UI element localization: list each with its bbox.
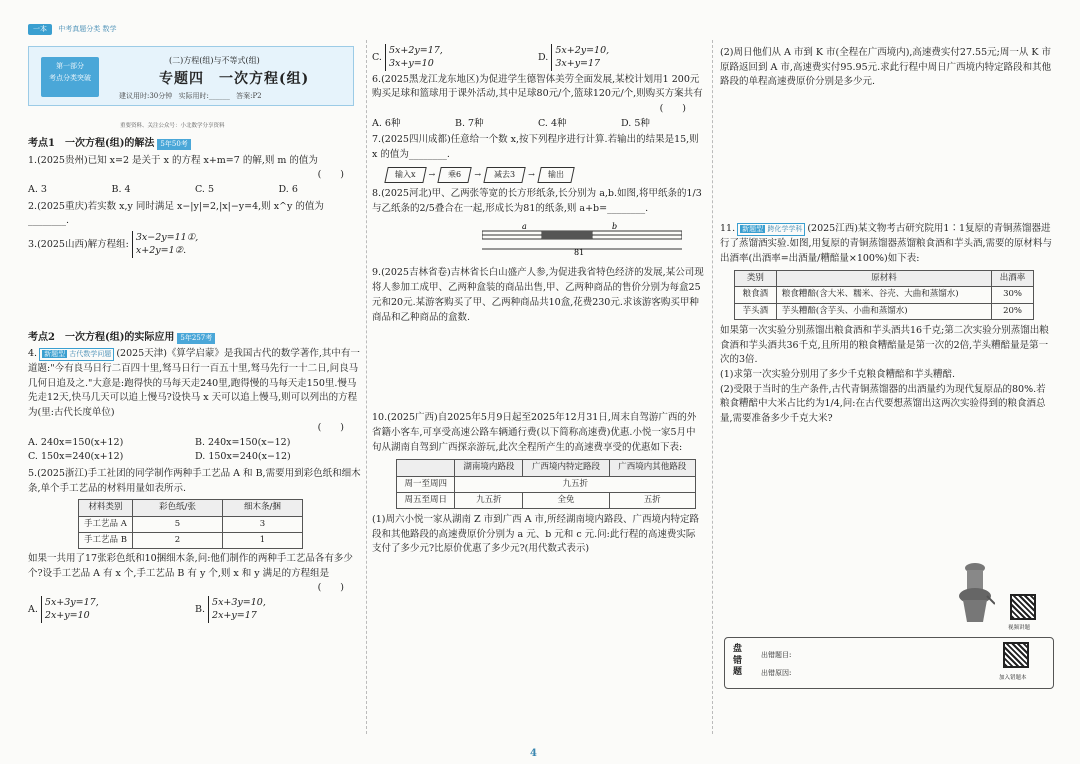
question-8 — [372, 187, 704, 264]
question-10 — [372, 411, 704, 557]
q4-number: 4. — [28, 348, 38, 360]
table-row — [397, 476, 696, 492]
table-cell: 九五折 — [455, 476, 696, 492]
q1-text: 1.(2025贵州)已知 x=2 是关于 x 的方程 x+m=7 的解,则 m 的值为 — [28, 154, 318, 166]
q4-tag — [39, 348, 114, 361]
eq: 5x+2y=17, — [388, 45, 443, 56]
table-row — [79, 532, 303, 548]
kp1-title: 考点1 一次方程(组)的解法 — [28, 138, 155, 149]
eq: 3x+y=17 — [555, 58, 601, 70]
option-c: C. 150x=240(x+12) — [28, 451, 124, 463]
table-cell: 芋头糟醅(含芋头、小曲和蒸馏水) — [776, 303, 991, 319]
video-qr-code[interactable] — [1010, 594, 1036, 620]
table-cell: 1 — [222, 532, 302, 548]
answer-ref: 答案:P2 — [236, 92, 262, 100]
part-sublabel: 考点分类突破 — [49, 73, 91, 82]
q11-text: (2025江西)某文物考古研究院用1∶1复原的青铜蒸馏器进行了蒸馏酒实验.如图,用复原的青铜蒸馏器蒸馏粮食酒和芋头酒,需要的原材料与出酒率(出酒率=出酒量/糟醅量×100%)如下表: — [720, 223, 1053, 264]
question-6 — [372, 73, 704, 132]
q1-answer-slot: ( ) — [317, 169, 344, 181]
kp2-heading — [28, 330, 362, 346]
table-cell: 粮食酒 — [735, 287, 777, 303]
error-box-label: 盘错题 — [733, 644, 743, 678]
option-c: C. 5x+2y=17, 3x+y=10 — [372, 44, 538, 71]
q11-part2: (2)受限于当时的生产条件,古代青铜蒸馏器的出酒量约为现代复原品的80%.若粮食糟醅中大米占比约为1/4,问:在古代要想蒸馏出这两次实验得到的粮食酒总量,需要准备多少千克大米? — [720, 383, 1046, 425]
table-row — [735, 303, 1034, 319]
series-name: 中考真题分类 — [58, 25, 101, 33]
table-header: 彩色纸/张 — [132, 500, 222, 516]
table-header: 湖南境内路段 — [455, 460, 523, 476]
option-d: D. 5种 — [621, 117, 650, 129]
question-11 — [720, 222, 1055, 427]
option-c: C. 4种 — [538, 117, 567, 129]
question-7 — [372, 133, 704, 183]
flow-step — [384, 167, 426, 183]
question-3 — [28, 231, 362, 258]
table-cell: 手工艺品 A — [79, 516, 133, 532]
subject-name: 数学 — [102, 25, 117, 33]
option-b: B. 5x+3y=10, 2x+y=17 — [195, 596, 362, 623]
table-cell: 20% — [992, 303, 1034, 319]
column-divider — [712, 40, 713, 734]
option-a: A. 240x=150(x+12) — [28, 436, 124, 448]
part-label: 第一部分 — [56, 62, 84, 70]
option-a: A. 5x+3y=17, 2x+y=10 — [28, 596, 195, 623]
top-bar — [28, 24, 116, 35]
label-a: a — [522, 221, 527, 231]
eq: 5x+3y=17, — [44, 597, 99, 609]
kp2-title: 考点2 一次方程(组)的实际应用 — [28, 331, 175, 343]
eq: 2x+y=17 — [212, 610, 257, 622]
table-cell: 周一至周四 — [397, 476, 455, 492]
flow-step-label: 输入x — [395, 169, 416, 179]
option-b: B. 240x=150(x−12) — [195, 436, 291, 448]
answer-space — [720, 90, 1055, 220]
table-cell: 2 — [132, 532, 222, 548]
q7-flowchart — [386, 167, 704, 183]
q6-options — [372, 117, 704, 132]
table-cell: 5 — [132, 516, 222, 532]
option-a: A. 6种 — [372, 117, 401, 129]
q10-part2: (2)周日他们从 A 市到 K 市(全程在广西境内),高速费实付27.55元;周一从 K 市原路返回到 A 市,高速费实付95.95元.求此行程中周日广西境内特定路段和其他路段的单程高速费原价分别是多少元. — [720, 47, 1052, 88]
table-header: 材料类别 — [79, 500, 133, 516]
q1-options — [28, 183, 362, 198]
flow-step — [437, 167, 472, 183]
q11-followup: 如果第一次实验分别蒸馏出粮食酒和芋头酒共16千克;第二次实验分别蒸馏出粮食酒和芋头酒共36千克,且所用的粮食糟醅量是第一次的2倍,芋头糟醅量是第一次的3倍. — [720, 324, 1049, 366]
table-header: 广西境内特定路段 — [523, 460, 609, 476]
page-number: 4 — [530, 748, 537, 759]
table-cell: 芋头酒 — [735, 303, 777, 319]
actual-time: 实际用时:______ — [178, 92, 230, 100]
table-row — [735, 287, 1034, 303]
table-header — [397, 460, 455, 476]
chapter-subtitle: (二)方程(组)与不等式(组) — [169, 56, 260, 65]
eq: 5x+3y=10, — [212, 597, 266, 609]
label-81: 81 — [574, 247, 585, 257]
q11-part1: (1)求第一次实验分别用了多少千克粮食糟醅和芋头糟醅. — [720, 368, 955, 380]
q4-text: (2025天津)《算学启蒙》是我国古代的数学著作,其中有一道题:"今有良马日行二百四十里,驽马日行一百五十里,驽马先行一十二日,问良马几何日追及之."大意是:跑得快的马每天走240里,跑得慢的马每天走150里.慢马先走12天,快马几天可以追上慢马?设快马 x 天可以追上慢马,则可以列出的方程为(里:古代长度单位) — [28, 348, 360, 419]
suggested-time: 建议用时:30分钟 — [119, 92, 173, 100]
label-b: b — [612, 221, 618, 231]
new-type-label: 新题型 — [742, 225, 764, 234]
part-badge — [41, 57, 99, 97]
table-cell: 粮食糟醅(含大米、糯米、谷壳、大曲和蒸馏水) — [776, 287, 991, 303]
q5-answer-slot: ( ) — [317, 582, 344, 594]
table-cell: 30% — [992, 287, 1034, 303]
table-cell: 全免 — [523, 492, 609, 508]
table-row — [397, 492, 696, 508]
q10-part1: (1)周六小悦一家从湖南 Z 市到广西 A 市,所经湖南境内路段、广西境内特定路段和其他路段的高速费原价分别为 a 元、b 元和 c 元.问:此行程的高速费实际支付了多少元?比原价优惠了多少元?(用代数式表示) — [372, 514, 700, 555]
kp2-pill: 5年257考 — [177, 333, 215, 344]
error-book-qr-caption: 加入错题本 — [999, 675, 1027, 681]
eq: 3x+y=10 — [388, 58, 434, 70]
q5-options-ab — [28, 596, 362, 623]
kp1-pill: 5年50考 — [157, 139, 190, 150]
q5-text: 5.(2025浙江)手工社团的同学制作两种手工艺品 A 和 B,需要用到彩色纸和细木条,单个手工艺品的材料用量如表所示. — [28, 467, 361, 494]
topic-label: 古代数学问题 — [69, 350, 112, 359]
option-d: D. 5x+2y=10, 3x+y=17 — [538, 44, 704, 71]
new-type-label: 新题型 — [44, 350, 66, 359]
table-header: 出酒率 — [992, 271, 1034, 287]
table-cell: 3 — [222, 516, 302, 532]
flow-step-label: 输出 — [547, 169, 564, 179]
option-a: A. 3 — [28, 183, 47, 195]
q5-options-cd — [372, 44, 704, 71]
table-header: 原材料 — [776, 271, 991, 287]
brand-tag: 一本 — [28, 24, 52, 35]
question-9: 9.(2025吉林省卷)吉林省长白山盛产人参,为促进我省特色经济的发展,某公司现将人参加工成甲、乙两种盒装的商品出售,甲、乙两种商品的售价分别为每盒25元和20元.某游客购买了甲、乙两种商品共10盒,花费230元.求该游客购买甲种商品和乙种商品的盒数. — [372, 267, 704, 323]
flow-step — [483, 167, 526, 183]
question-4 — [28, 347, 362, 465]
table-cell: 九五折 — [455, 492, 523, 508]
option-d: D. 150x=240(x−12) — [195, 451, 291, 463]
error-book-qr-code[interactable] — [1003, 642, 1029, 668]
table-header: 广西境内其他路段 — [609, 460, 695, 476]
q3-text: 3.(2025山西)解方程组: — [28, 238, 129, 250]
q4-answer-slot: ( ) — [317, 421, 344, 433]
question-1 — [28, 154, 362, 198]
eq: 2x+y=10 — [44, 610, 90, 622]
q10-table — [396, 459, 696, 509]
q11-table — [734, 270, 1034, 320]
error-question-field: 出错题目: — [761, 651, 792, 659]
column-2 — [372, 44, 704, 764]
kp1-heading — [28, 136, 362, 152]
chapter-header — [28, 46, 354, 106]
table-row — [79, 516, 303, 532]
video-qr-caption: 视频讲题 — [1008, 625, 1031, 631]
eq-2: x+2y=1②. — [135, 245, 187, 257]
flow-step-label: 乘6 — [448, 169, 462, 179]
q7-text: 7.(2025四川成都)任意给一个数 x,按下列程序进行计算.若输出的结果是15,则 x 的值为________. — [372, 134, 699, 161]
column-divider — [366, 40, 367, 734]
q11-tag — [737, 223, 805, 236]
q4-options — [28, 436, 362, 465]
table-cell: 周五至周日 — [397, 492, 455, 508]
q6-text: 6.(2025黑龙江龙东地区)为促进学生德智体美劳全面发展,某校计划用1 200元购买足球和篮球用于课外活动,其中足球80元/个,篮球120元/个,则购买方案共有 — [372, 73, 703, 100]
flow-step — [537, 167, 574, 183]
table-header: 细木条/捆 — [222, 500, 302, 516]
table-cell: 手工艺品 B — [79, 532, 133, 548]
error-reason-field: 出错原因: — [761, 669, 792, 677]
table-cell: 五折 — [609, 492, 695, 508]
option-d: D. 6 — [278, 183, 298, 195]
q6-answer-slot: ( ) — [659, 103, 686, 115]
arrow-icon: → — [428, 169, 436, 179]
bronze-distiller-image — [955, 560, 995, 630]
option-b: B. 7种 — [455, 117, 484, 129]
table-header: 类别 — [735, 271, 777, 287]
q11-number: 11. — [720, 223, 736, 235]
arrow-icon: → — [528, 169, 535, 179]
q10-text: 10.(2025广西)自2025年5月9日起至2025年12月31日,周末自驾游广西的外省籍小客车,可享受高速公路车辆通行费(以下简称高速费)优惠.小悦一家5月中旬从湖南自驾到广西探亲游玩,此次全程所产生的高速费享受的优惠如下表: — [372, 412, 697, 453]
q5-table — [78, 499, 303, 549]
answer-space — [28, 258, 362, 326]
error-review-box — [724, 637, 1054, 689]
paper-strip-diagram — [482, 221, 682, 257]
q3-system — [132, 231, 198, 258]
q8-text: 8.(2025河北)甲、乙两张等宽的长方形纸条,长分别为 a,b.如图,将甲纸条的1/3与乙纸条的2/5叠合在一起,形成长为81的纸条,则 a+b=________. — [372, 188, 702, 215]
option-b: B. 4 — [111, 183, 131, 195]
topic-label: 跨化学学科 — [767, 225, 803, 234]
option-c: C. 5 — [195, 183, 215, 195]
question-5 — [28, 467, 362, 623]
eq: 5x+2y=10, — [555, 45, 610, 56]
watermark-note: 重要资料、关注公众号：小北数学分享资料 — [120, 123, 225, 129]
q5-followup: 如果一共用了17张彩色纸和10捆细木条,问:他们制作的两种手工艺品各有多少个?设手工艺品 A 有 x 个,手工艺品 B 有 y 个,则 x 和 y 满足的方程组是 — [28, 552, 353, 579]
chapter-meta — [119, 91, 262, 102]
column-1 — [28, 132, 362, 764]
arrow-icon: → — [474, 169, 482, 179]
flow-step-label: 减去3 — [494, 169, 516, 179]
eq-1: 3x−2y=11①, — [135, 232, 199, 244]
answer-space — [372, 325, 704, 409]
question-2: 2.(2025重庆)若实数 x,y 同时满足 x−|y|=2,|x|−y=4,则 x^y 的值为________. — [28, 200, 324, 227]
chapter-title: 专题四 一次方程(组) — [159, 71, 310, 87]
